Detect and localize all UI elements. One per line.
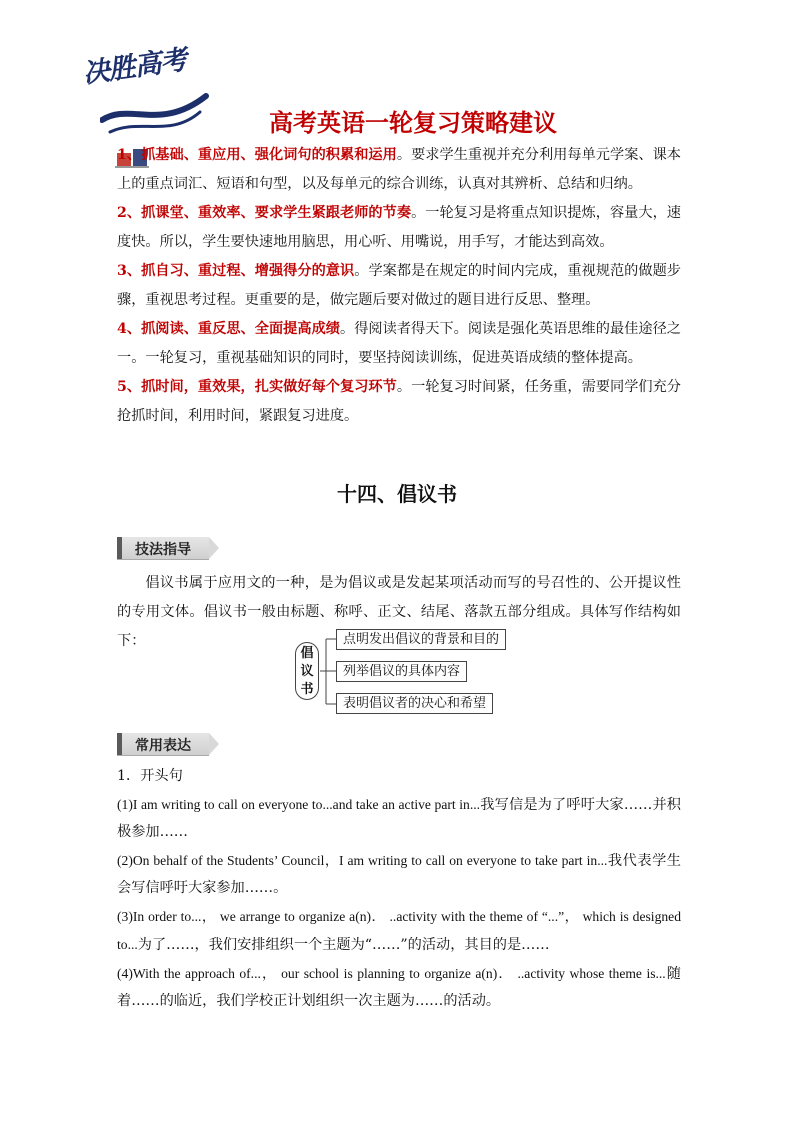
tip-item: 5、抓时间，重效果，扎实做好每个复习环节。一轮复习时间紧，任务重，需要同学们充分抢抓时间，利用时间，紧跟复习进度。 — [117, 379, 681, 424]
common-expressions-tag: 常用表达 — [117, 733, 209, 756]
expressions-heading: 1．开头句 — [117, 768, 183, 784]
tip-item: 1、抓基础、重应用、强化词句的积累和运用。要求学生重视并充分利用每单元学案、课本上的重点词汇、短语和句型，以及每单元的综合训练，认真对其辨析、总结和归纳。 — [117, 147, 681, 192]
tip-item: 3、抓自习、重过程、增强得分的意识。学案都是在规定的时间内完成，重视规范的做题步骤，重视思考过程。更重要的是，做完题后要对做过的题目进行反思、整理。 — [117, 263, 681, 308]
page-title: 高考英语一轮复习策略建议 — [269, 109, 557, 137]
expressions-list — [117, 763, 681, 1016]
expression-item: (4)With the approach of...， our school is planning to organize a(n)． ..activity whose theme is...随着……的临近，我们学校正计划组织一次主题为……的活动。 — [117, 965, 681, 1009]
tip-item: 4、抓阅读、重反思、全面提高成绩。得阅读者得天下。阅读是强化英语思维的最佳途径之一。一轮复习，重视基础知识的同时，要坚持阅读训练，促进英语成绩的整体提高。 — [117, 321, 681, 366]
section-title: 十四、倡议书 — [337, 482, 457, 506]
expression-item: (1)I am writing to call on everyone to...and take an active part in...我写信是为了呼吁大家……并积极参加…… — [117, 796, 681, 840]
structure-diagram — [293, 628, 503, 714]
tip-item: 2、抓课堂、重效率、要求学生紧跟老师的节奏。一轮复习是将重点知识提炼，容量大，速度快。所以，学生要快速地用脑思，用心听、用嘴说，用手写，才能达到高效。 — [117, 205, 681, 250]
strategy-tips — [117, 141, 681, 431]
diagram-branch: 表明倡议者的决心和希望 — [336, 693, 493, 714]
logo-brand-text: 决胜高考 — [80, 44, 189, 90]
diagram-branch: 列举倡议的具体内容 — [336, 661, 467, 682]
diagram-branch: 点明发出倡议的背景和目的 — [336, 629, 506, 650]
method-guide-tag: 技法指导 — [117, 537, 209, 560]
intro-paragraph: 倡议书属于应用文的一种，是为倡议或是发起某项活动而写的号召性的、公开提议性的专用文体。倡议书一般由标题、称呼、正文、结尾、落款五部分组成。具体写作结构如下： — [117, 575, 681, 649]
diagram-root: 倡 议 书 — [295, 642, 319, 700]
expression-item: (2)On behalf of the Students’ Council，I am writing to call on everyone to take part in...我代表学生会写信呼吁大家参加……。 — [117, 852, 681, 896]
expression-item: (3)In order to...， we arrange to organize a(n)． ..activity with the theme of “...”， which is designed to...为了……，我们安排组织一个主题为“……”的活动，其目的是…… — [117, 908, 681, 953]
